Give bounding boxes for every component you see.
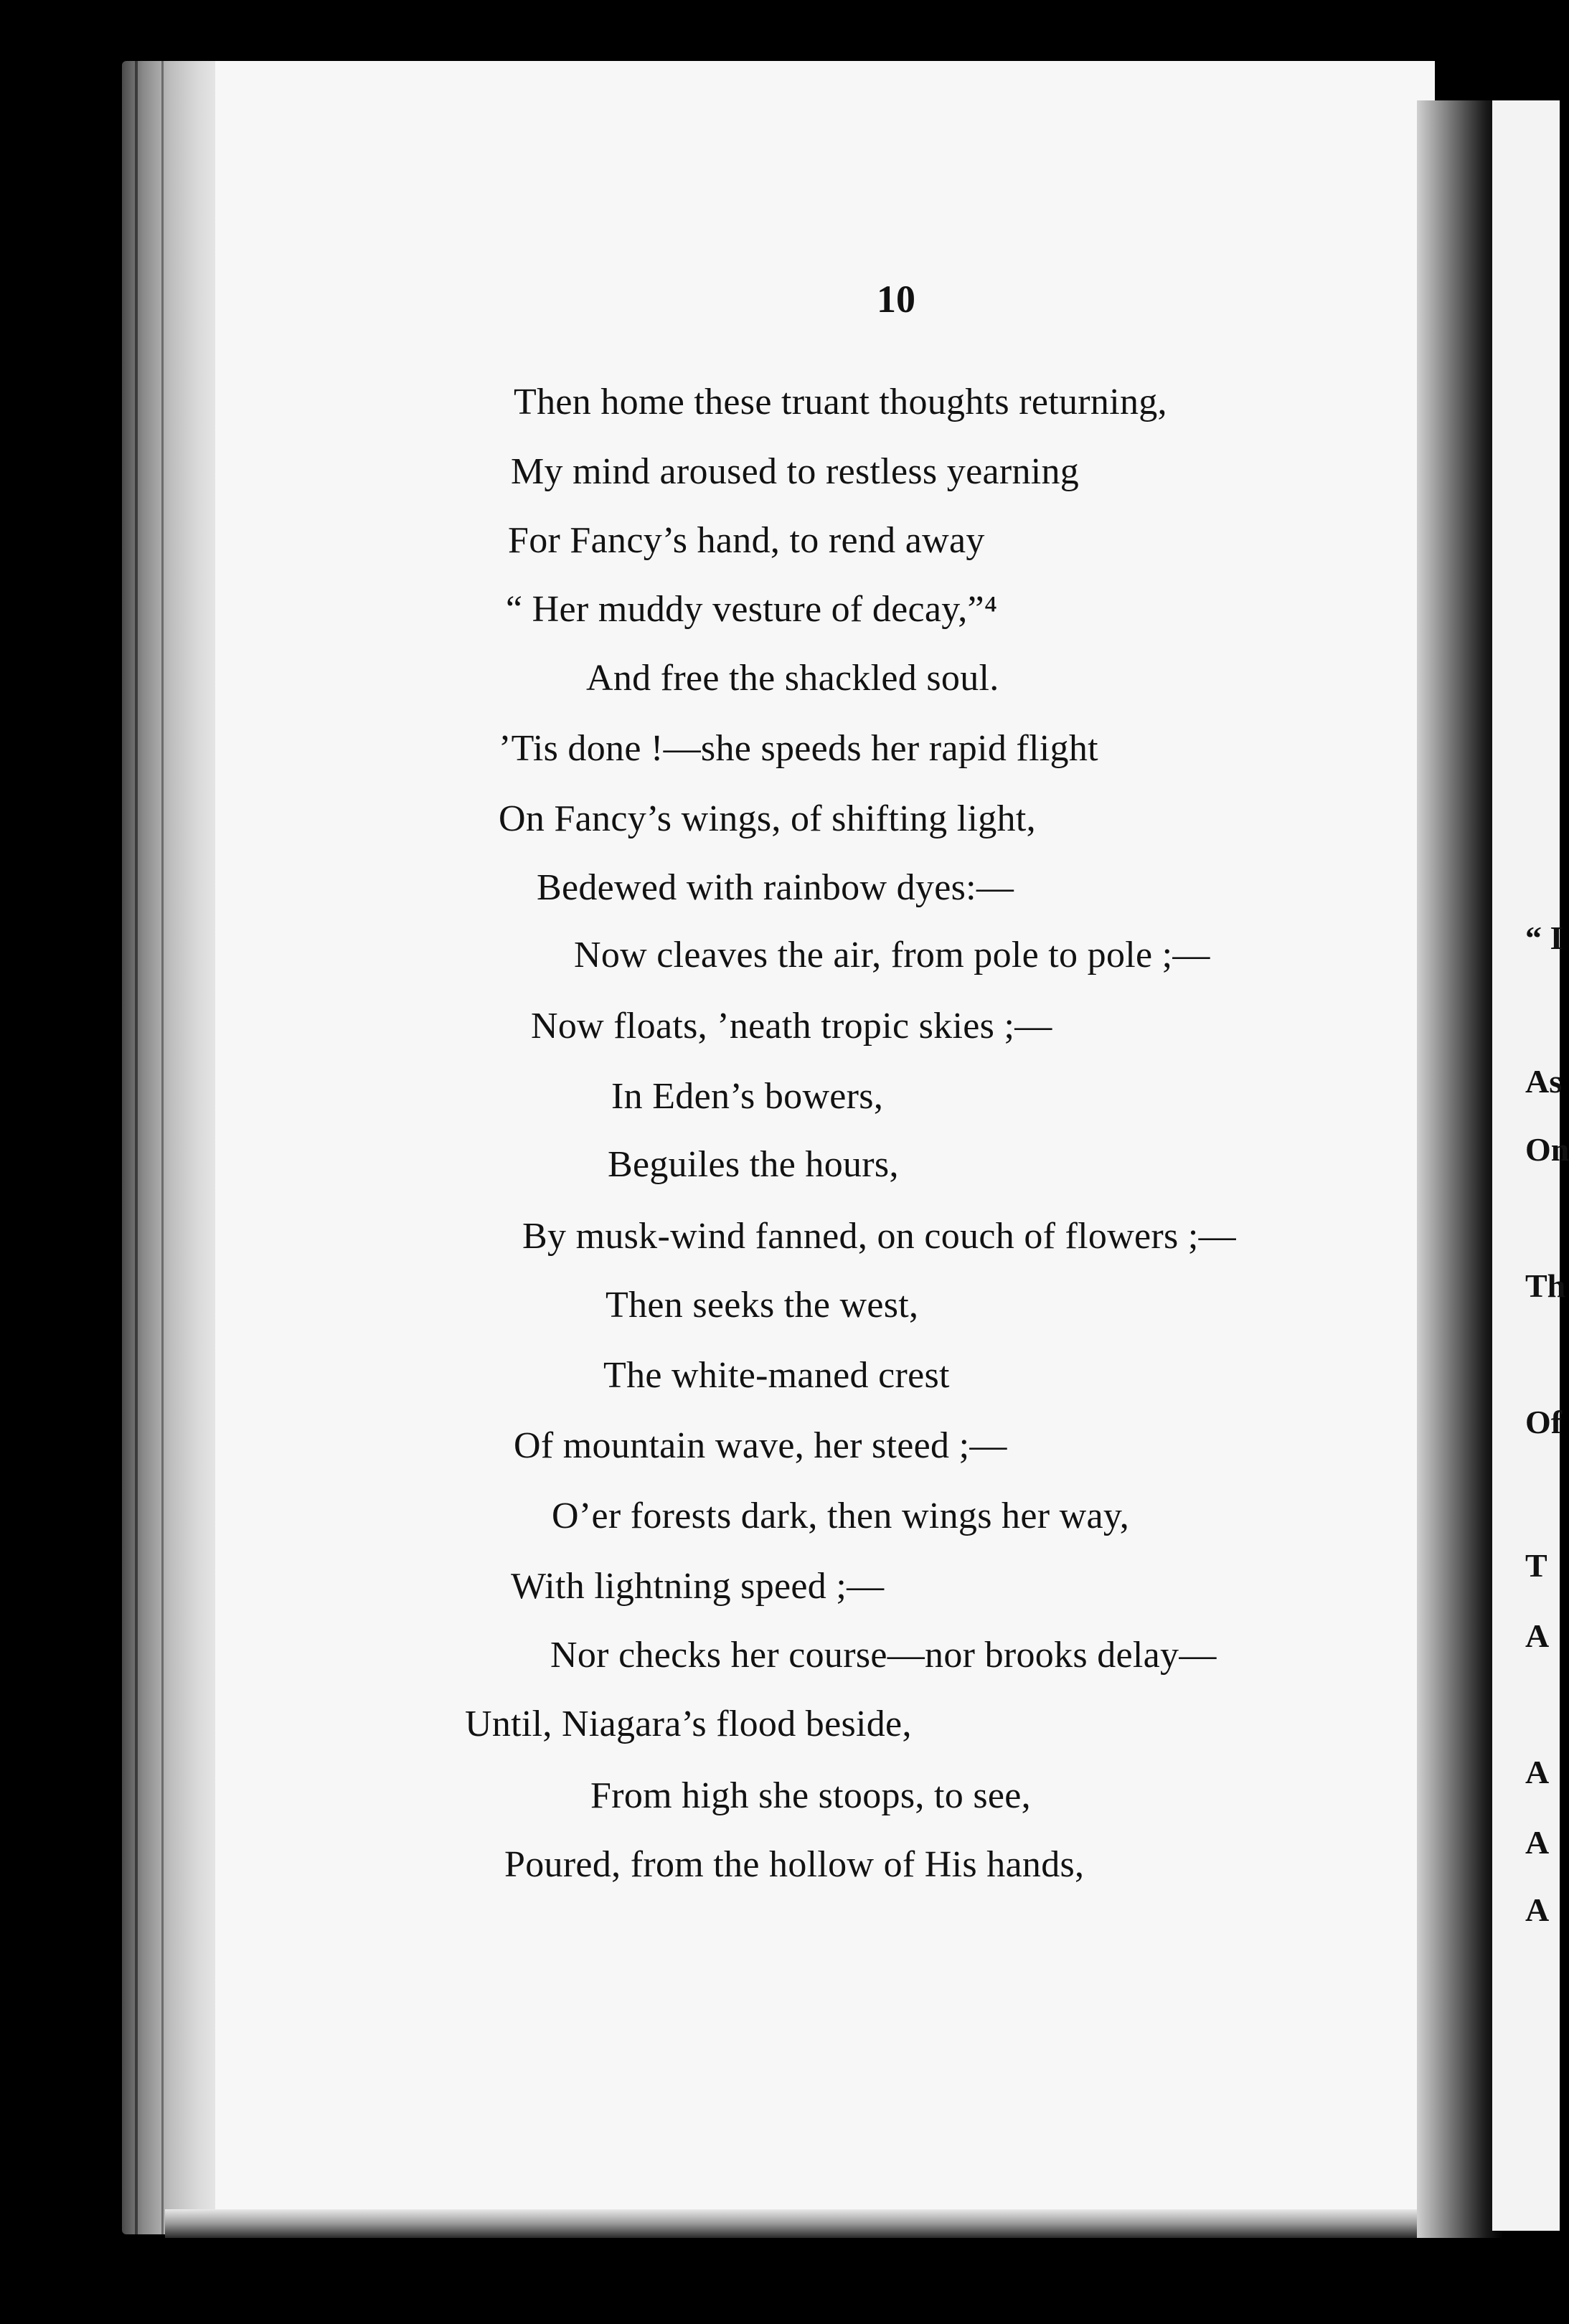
poem-line: My mind aroused to restless yearning xyxy=(511,451,1080,492)
poem-line: O’er forests dark, then wings her way, xyxy=(552,1496,1130,1536)
poem-line: On Fancy’s wings, of shifting light, xyxy=(499,798,1036,839)
poem-line: Bedewed with rainbow dyes:— xyxy=(537,867,1014,908)
poem-line: Beguiles the hours, xyxy=(608,1144,899,1185)
poem-line: Of mountain wave, her steed ;— xyxy=(514,1425,1007,1466)
poem-line: Until, Niagara’s flood beside, xyxy=(465,1704,912,1744)
poem-line: With lightning speed ;— xyxy=(511,1566,885,1607)
facing-page-fragment: A xyxy=(1525,1754,1550,1790)
facing-page-fragment: T xyxy=(1525,1547,1547,1584)
facing-page-fragment: “ I xyxy=(1525,920,1563,956)
facing-page-fragment: On xyxy=(1525,1131,1569,1168)
poem-line: In Eden’s bowers, xyxy=(611,1076,884,1117)
poem-line: By musk-wind fanned, on couch of flowers ;— xyxy=(522,1216,1236,1257)
facing-page-fragment: A xyxy=(1525,1891,1550,1928)
facing-page-fragment: Th xyxy=(1525,1267,1566,1304)
poem-line: “ Her muddy vesture of decay,”⁴ xyxy=(506,589,998,630)
book-gutter-shadow xyxy=(1417,100,1503,2238)
poem-line: Poured, from the hollow of His hands, xyxy=(504,1844,1085,1885)
facing-page-fragment: As xyxy=(1525,1063,1563,1100)
page-number: 10 xyxy=(877,278,915,321)
poem-line: Now floats, ’neath tropic skies ;— xyxy=(531,1006,1052,1047)
poem-line: Then home these truant thoughts returning, xyxy=(514,382,1167,422)
poem-line: Now cleaves the air, from pole to pole ;— xyxy=(574,935,1210,976)
page-bottom-edge xyxy=(165,2209,1442,2238)
facing-page-fragment: A xyxy=(1525,1617,1550,1654)
poem-line: Nor checks her course—nor brooks delay— xyxy=(550,1635,1217,1676)
page-edge-binding xyxy=(122,61,230,2234)
poem-line: ’Tis done !—she speeds her rapid flight xyxy=(499,728,1098,769)
facing-page-fragment: A xyxy=(1525,1824,1550,1861)
poem-line: From high she stoops, to see, xyxy=(590,1775,1031,1816)
poem-line: The white-maned crest xyxy=(603,1355,950,1396)
poem-line: For Fancy’s hand, to rend away xyxy=(508,520,985,561)
poem-line: And free the shackled soul. xyxy=(586,658,999,699)
poem-line: Then seeks the west, xyxy=(606,1285,919,1326)
facing-page-fragment: Of xyxy=(1525,1404,1563,1440)
